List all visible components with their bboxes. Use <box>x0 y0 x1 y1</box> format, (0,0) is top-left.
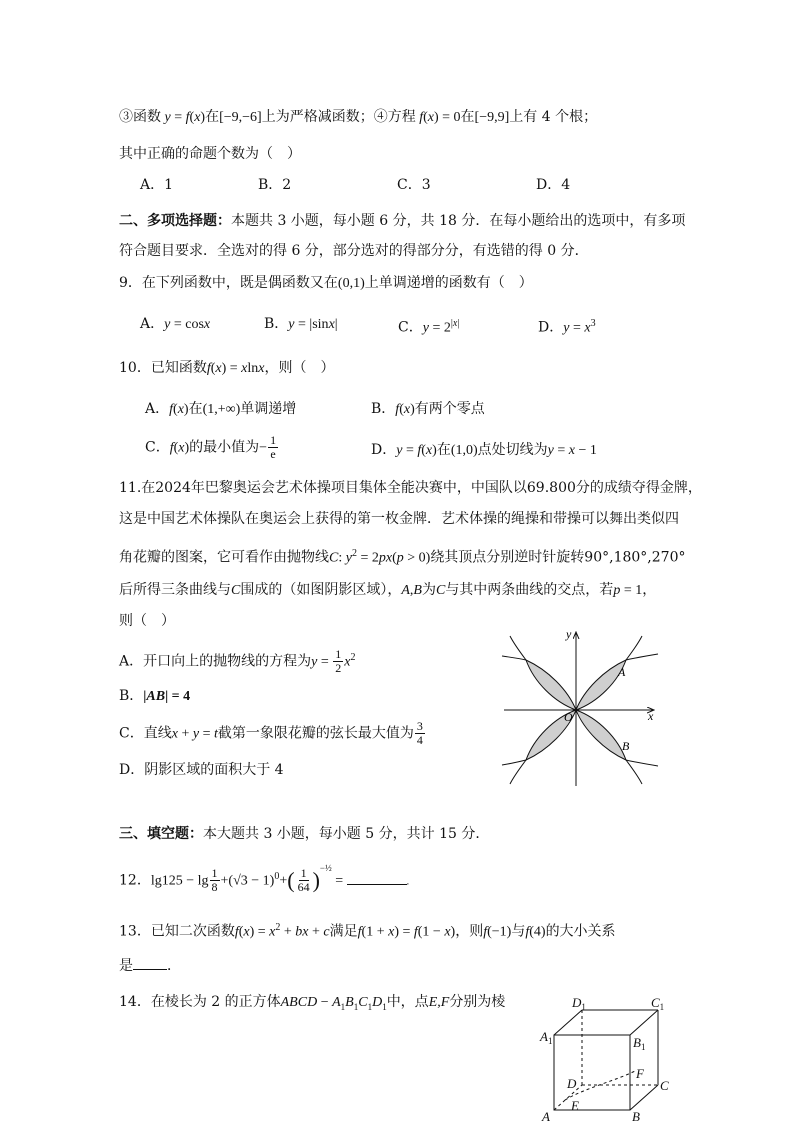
stmt4-marker: ④ <box>373 109 388 125</box>
label-d: D <box>567 1076 577 1091</box>
q8-question: 其中正确的命题个数为（ ） <box>119 146 301 162</box>
q11-line4: 后所得三条曲线与C围成的（如图阴影区域），A,B为C与其中两条曲线的交点，若p = 1， <box>119 582 657 598</box>
section2-heading-cont: 符合题目要求．全选对的得 6 分，部分选对的得部分分，有选错的得 0 分． <box>119 243 589 259</box>
q10-option-b: B．f(x)有两个零点 <box>371 401 485 417</box>
q11-line2: 这是中国艺术体操队在奥运会上获得的第一枚金牌．艺术体操的绳操和带操可以舞出类似四 <box>119 511 679 527</box>
q13-answer-blank[interactable] <box>133 955 167 970</box>
q9-option-a: A．y = cosx <box>140 316 211 332</box>
label-c: C <box>660 1078 669 1093</box>
point-a-label: A <box>618 665 626 679</box>
edge-b1-c1 <box>630 1010 658 1035</box>
q11-petal-figure <box>500 624 670 789</box>
interval-neg9-9: [−9,9] <box>474 110 510 125</box>
q9-stem: 9．在下列函数中，既是偶函数又在(0,1)上单调递增的函数有（ ） <box>119 275 533 291</box>
q8-statements-line: ③函数 y = f(x)在[−9,−6]上为严格减函数；④方程 f(x) = 0在[−9,9]上有 4 个根； <box>119 109 598 125</box>
math-y-eq-fx: y <box>161 110 171 125</box>
section2-heading: 二、多项选择题：本题共 3 小题，每小题 6 分，共 18 分．在每小题给出的选项中，有多项 <box>119 213 686 229</box>
petal-q4 <box>576 710 626 760</box>
q10-option-a: A．f(x)在(1,+∞)单调递增 <box>145 401 297 417</box>
q11-option-d: D．阴影区域的面积大于 4 <box>119 762 284 778</box>
section3-heading: 三、填空题：本大题共 3 小题，每小题 5 分，共计 15 分． <box>119 826 490 842</box>
label-e: E <box>571 1098 579 1113</box>
q9-option-d: D．$y = x^3$ <box>538 318 596 336</box>
q11-option-a: A．开口向上的抛物线的方程为y = $\frac{1}{2}$ $x^2$ <box>119 647 356 676</box>
label-a1: $A_1$ <box>540 1029 553 1046</box>
y-axis-label: y <box>566 627 572 641</box>
cube-front-face <box>554 1035 630 1110</box>
q11-line3: 角花瓣的图案，它可看作由抛物线C: $y^2 = 2px(p > 0)$绕其顶点分别逆时针旋转90°,180°,270° <box>119 548 686 566</box>
q10-option-c: C．f(x)的最小值为− $\frac{1}{e}$ <box>145 433 277 461</box>
q13-line2: 是 ． <box>119 955 181 976</box>
q12-answer-blank[interactable] <box>347 870 407 885</box>
label-f: F <box>636 1066 644 1081</box>
point-b-label: B <box>622 739 630 753</box>
q11-line5: 则（ ） <box>119 613 175 629</box>
stmt3-marker: ③ <box>119 109 133 125</box>
edge-a1-d1 <box>554 1010 582 1035</box>
label-b: B <box>632 1109 640 1123</box>
q11-option-c: C．直线x + y = t截第一象限花瓣的弦长最大值为 $\frac{3}{4}$ <box>119 719 423 747</box>
q9-option-b: B．y = |sinx| <box>264 316 338 332</box>
origin-label: O <box>564 710 573 724</box>
x-axis-label: x <box>648 709 654 723</box>
interval-neg9-neg6: [−9,−6] <box>219 110 262 125</box>
q8-option-d: D．4 <box>536 177 571 193</box>
q8-option-b: B．2 <box>258 177 292 193</box>
q8-option-c: C．3 <box>397 177 431 193</box>
label-d1: $D_1$ <box>572 995 586 1012</box>
q11-line1: 11.在2024年巴黎奥运会艺术体操项目集体全能决赛中，中国队以69.800分的成绩夺得金牌， <box>119 480 702 496</box>
q10-stem: 10．已知函数f(x) = xlnx，则（ ） <box>119 360 335 376</box>
edge-b-c <box>630 1085 658 1110</box>
label-b1: $B_1$ <box>633 1035 646 1052</box>
q11-option-b: B．|AB| = 4 <box>119 688 191 704</box>
q10-option-d: D．y = f(x)在(1,0)点处切线为y = x − 1 <box>371 442 597 458</box>
petal-q2 <box>526 660 576 710</box>
q8-option-a: A．1 <box>140 177 174 193</box>
q9-option-c: C．$y = 2^{|x|}$ <box>398 318 460 336</box>
q14-stem: 14．在棱长为 2 的正方体ABCD − $A_1B_1C_1D_1$中，点E,F分别为棱 <box>119 994 506 1012</box>
label-c1: $C_1$ <box>651 995 665 1012</box>
q13-stem: 13．已知二次函数$f(x) = x^2$ + bx + c满足f(1 + x) = f(1 − x)，则f(−1)与f(4)的大小关系 <box>119 922 616 940</box>
fraction-1-over-e: $\frac{1}{e}$ <box>270 433 277 461</box>
label-a: A <box>542 1109 550 1123</box>
q12-expression: 12．lg125 − lg $\frac{1}{8}$ $+(√3 - 1)^0+$( $\frac{1}{64}$ )$^{-\frac{1}{2}}$ = . <box>119 863 410 895</box>
q14-cube-figure <box>535 993 675 1123</box>
